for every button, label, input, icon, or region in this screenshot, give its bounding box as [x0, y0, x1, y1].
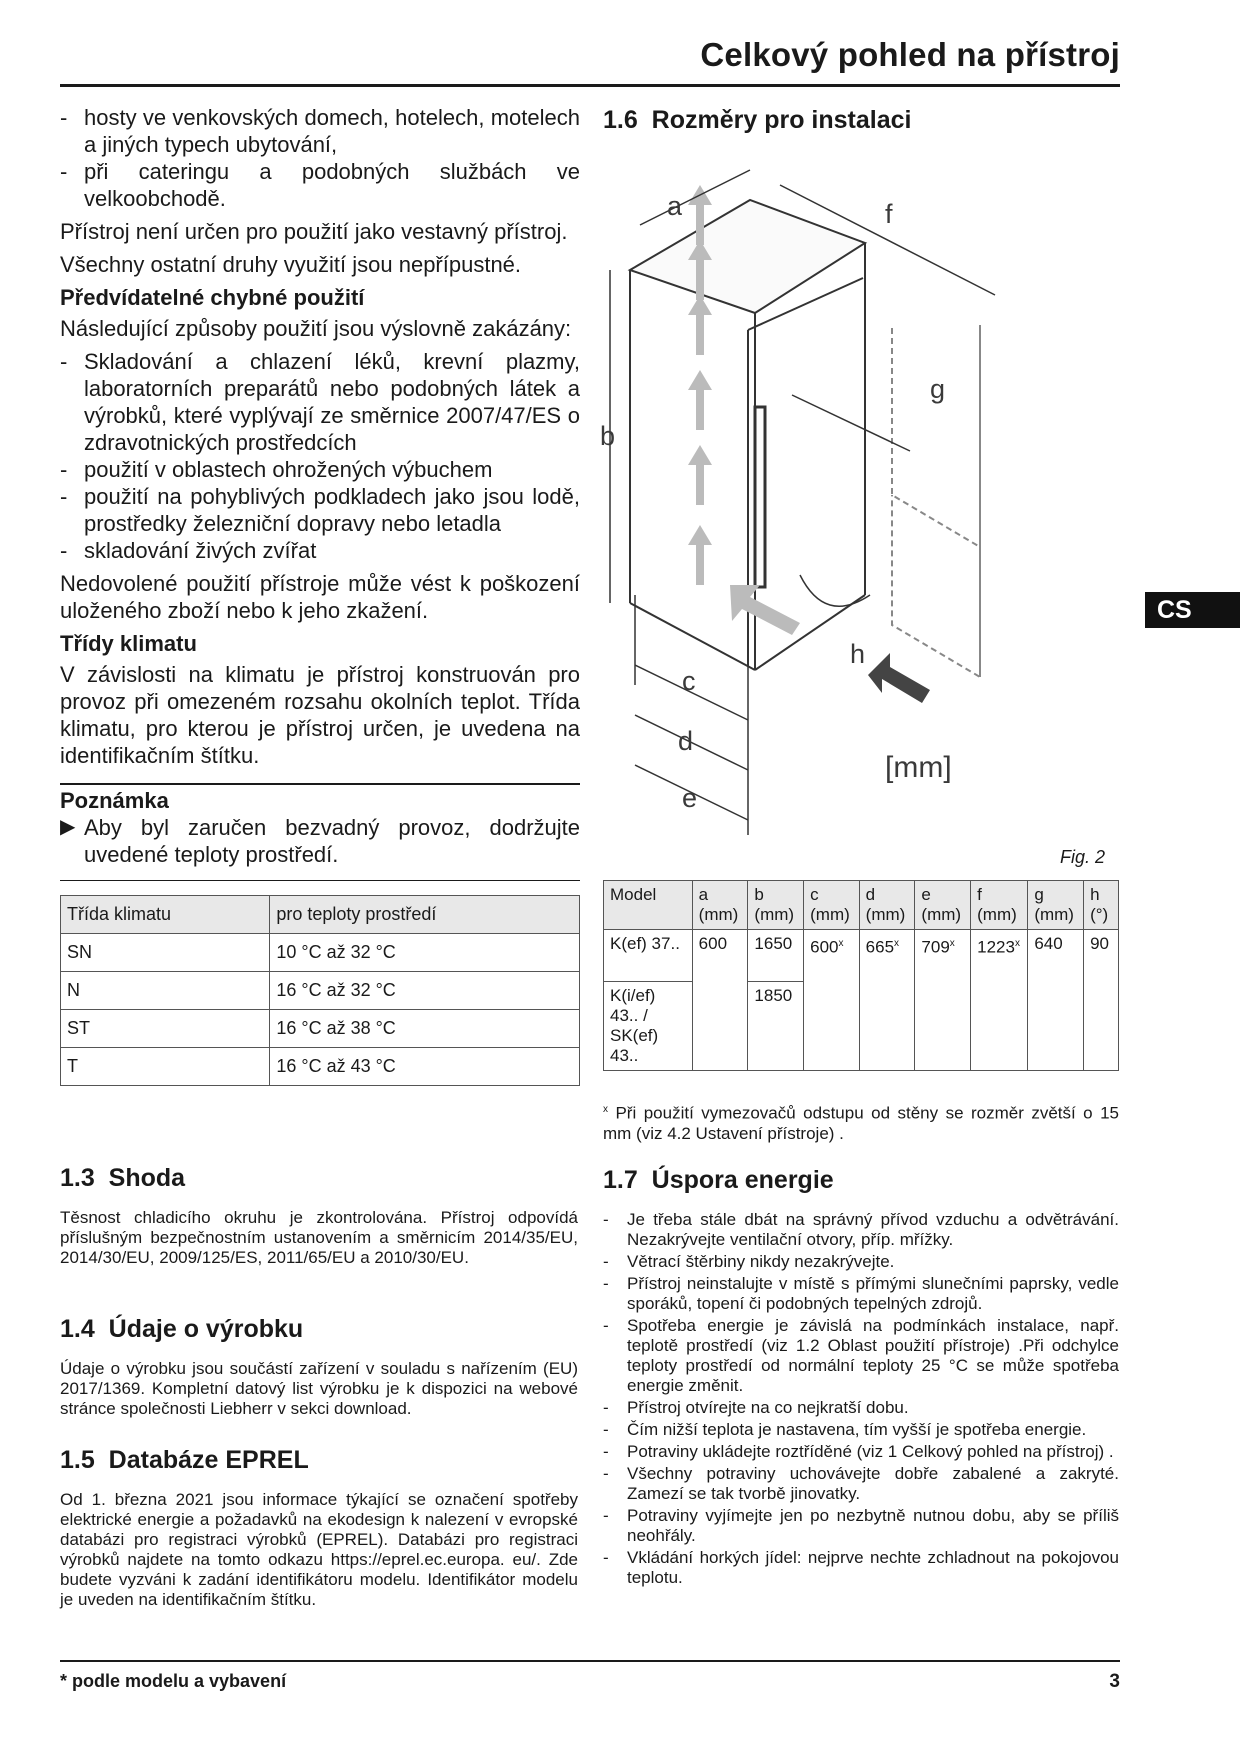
table-row — [61, 1048, 580, 1086]
dim-label-e: e — [682, 783, 698, 813]
table-cell: 600 — [692, 930, 748, 1071]
list-item: - Vkládání horkých jídel: nejprve nechte zchladnout na pokojovou teplotu. — [603, 1548, 1119, 1588]
table-cell: ST — [61, 1010, 270, 1048]
list-item: - použití na pohyblivých podkladech jako jsou lodě, prostředky železniční dopravy nebo letadla — [60, 483, 580, 537]
section-heading-1-5: 1.5 Databáze EPREL — [60, 1446, 309, 1474]
dim-label-h: h — [850, 639, 866, 669]
table-row — [604, 930, 1119, 982]
table-header: e (mm) — [915, 881, 971, 930]
dimensions-table — [603, 880, 1119, 1071]
paragraph: Následující způsoby použití jsou výslovně zakázány: — [60, 316, 572, 341]
installation-figure — [600, 145, 1120, 870]
table-cell: 600$^x$ — [804, 930, 860, 1071]
list-item: - Přístroj neinstalujte v místě s přímými slunečními paprsky, vedle sporáků, topení či podobných tepelných zdrojů. — [603, 1274, 1119, 1314]
table-cell: 10 °C až 32 °C — [270, 934, 580, 972]
dim-label-d: d — [678, 726, 694, 756]
list-item: - skladování živých zvířat — [60, 537, 580, 564]
list-item: - Je třeba stále dbát na správný přívod vzduchu a odvětrávání. Nezakrývejte ventilační otvory, příp. mřížky. — [603, 1210, 1119, 1250]
paragraph: Přístroj není určen pro použití jako vestavný přístroj. — [60, 219, 568, 244]
paragraph: Všechny ostatní druhy využití jsou nepřípustné. — [60, 252, 522, 277]
table-header: a (mm) — [692, 881, 748, 930]
section-heading-1-3: 1.3 Shoda — [60, 1164, 186, 1192]
note-title: Poznámka — [60, 788, 169, 813]
section-heading-1-4: 1.4 Údaje o výrobku — [60, 1315, 304, 1343]
intro-list — [60, 104, 580, 212]
list-item: - Větrací štěrbiny nikdy nezakrývejte. — [603, 1252, 1119, 1272]
unit-label: [mm] — [885, 751, 952, 784]
language-tab: CS — [1145, 592, 1240, 628]
note-text: ▶ Aby byl zaručen bezvadný provoz, dodržujte uvedené teploty prostředí. — [60, 814, 580, 868]
list-item: - Potraviny vyjímejte jen po nezbytně nutnou dobu, aby se příliš neohřály. — [603, 1506, 1119, 1546]
table-cell: 16 °C až 32 °C — [270, 972, 580, 1010]
table-cell: 1650 — [748, 930, 804, 982]
dim-label-g: g — [930, 374, 946, 404]
section-heading-1-6: 1.6 Rozměry pro instalaci — [603, 106, 912, 134]
table-header: g (mm) — [1028, 881, 1084, 930]
section-text-1-5: Od 1. března 2021 jsou informace týkající se označení spotřeby elektrické energie a požadavků na ekodesign k nalezení v evropské databázi pro registraci výrobků (EPREL). Databázi pro registraci výrobků najdete na tomto odkazu https://eprel.ec.europa. eu/. Zde budete vyzváni k zadání identifikátoru modelu. Identifikátor modelu je uveden na identifikačním štítku. — [60, 1490, 578, 1609]
table-header: Třída klimatu — [61, 896, 270, 934]
list-item: - Spotřeba energie je závislá na podmínkách instalace, např. teplotě prostředí (viz 1.2 Oblast použití přístroje) .Při odchylce teploty prostředí od normální teploty 25 °C se může spotřeba energie změnit. — [603, 1316, 1119, 1396]
table-header: h (°) — [1084, 881, 1119, 930]
section-text-1-4: Údaje o výrobku jsou součástí zařízení v souladu s nařízením (EU) 2017/1369. Kompletní datový list výrobku je k dispozici na webové stránce společnosti Liebherr v sekci download. — [60, 1359, 578, 1418]
list-item: - Potraviny ukládejte roztříděné (viz 1 Celkový pohled na přístroj) . — [603, 1442, 1119, 1462]
section-heading-1-7: 1.7 Úspora energie — [603, 1166, 834, 1194]
table-footnote: $^x$ Při použití vymezovačů odstupu od stěny se rozměr zvětší o 15 mm (viz 4.2 Ustavení přístroje) . — [603, 1103, 1119, 1143]
table-cell: T — [61, 1048, 270, 1086]
paragraph: Nedovolené použití přístroje může vést k poškození uloženého zboží nebo k jeho zkažení. — [60, 571, 580, 623]
table-cell: 665$^x$ — [859, 930, 915, 1071]
table-cell: 640 — [1028, 930, 1084, 1071]
dim-label-a: a — [667, 191, 683, 221]
table-row — [61, 934, 580, 972]
list-item: - použití v oblastech ohrožených výbuchem — [60, 456, 580, 483]
note-box — [60, 783, 580, 881]
list-item: - Čím nižší teplota je nastavena, tím vyšší je spotřeba energie. — [603, 1420, 1119, 1440]
table-row — [61, 1010, 580, 1048]
dim-label-c: c — [682, 666, 696, 696]
table-header: pro teploty prostředí — [270, 896, 580, 934]
note-divider — [60, 880, 580, 881]
table-row — [61, 972, 580, 1010]
table-header: Model — [604, 881, 693, 930]
table-header: c (mm) — [804, 881, 860, 930]
fridge-drawing — [630, 200, 980, 677]
table-cell: K(i/ef) 43.. / SK(ef) 43.. — [604, 982, 693, 1071]
table-cell: N — [61, 972, 270, 1010]
table-cell: 16 °C až 38 °C — [270, 1010, 580, 1048]
figure-caption: Fig. 2 — [1060, 847, 1106, 867]
table-cell: 709$^x$ — [915, 930, 971, 1071]
list-item: - Přístroj otvírejte na co nejkratší dobu. — [603, 1398, 1119, 1418]
table-cell: K(ef) 37.. — [604, 930, 693, 982]
table-cell: 1223$^x$ — [971, 930, 1028, 1071]
dim-label-b: b — [600, 421, 616, 451]
subheading-climate: Třídy klimatu — [60, 631, 197, 656]
list-item: - při cateringu a podobných službách ve velkoobchodě. — [60, 158, 580, 212]
paragraph: V závislosti na klimatu je přístroj konstruován pro provoz při omezeném rozsahu okolních teplot. Třída klimatu, pro kterou je přístroj určen, je uvedena na identifikačním štítku. — [60, 662, 580, 768]
list-item: - hosty ve venkovských domech, hotelech, motelech a jiných typech ubytování, — [60, 104, 580, 158]
page-title: Celkový pohled na přístroj — [700, 36, 1120, 73]
list-item: - Skladování a chlazení léků, krevní plazmy, laboratorních preparátů nebo podobných látek a výrobků, které vyplývají ze směrnice 2007/47/ES o zdravotnických prostředcích — [60, 348, 580, 456]
climate-table — [60, 895, 580, 1086]
header-rule — [60, 84, 1120, 87]
dim-label-f: f — [885, 199, 893, 229]
table-header: b (mm) — [748, 881, 804, 930]
energy-list — [603, 1210, 1119, 1590]
table-header: d (mm) — [859, 881, 915, 930]
table-header: f (mm) — [971, 881, 1028, 930]
table-cell: SN — [61, 934, 270, 972]
figure-labels — [600, 191, 1105, 867]
page-number: 3 — [1109, 1671, 1120, 1692]
left-column — [60, 104, 580, 1086]
table-cell: 90 — [1084, 930, 1119, 1071]
misuse-list — [60, 348, 580, 564]
table-cell: 16 °C až 43 °C — [270, 1048, 580, 1086]
list-item: - Všechny potraviny uchovávejte dobře zabalené a zakryté. Zamezí se tak tvorbě jinovatky. — [603, 1464, 1119, 1504]
subheading-misuse: Předvídatelné chybné použití — [60, 285, 365, 310]
table-cell: 1850 — [748, 982, 804, 1071]
footer-rule — [60, 1660, 1120, 1662]
section-text-1-3: Těsnost chladicího okruhu je zkontrolována. Přístroj odpovídá příslušným bezpečnostním ustanovením a směrnicím 2014/35/EU, 2014/30/EU, 2009/125/ES, 2011/65/EU a 2010/30/EU. — [60, 1208, 578, 1267]
footer-note: * podle modelu a vybavení — [60, 1671, 287, 1691]
